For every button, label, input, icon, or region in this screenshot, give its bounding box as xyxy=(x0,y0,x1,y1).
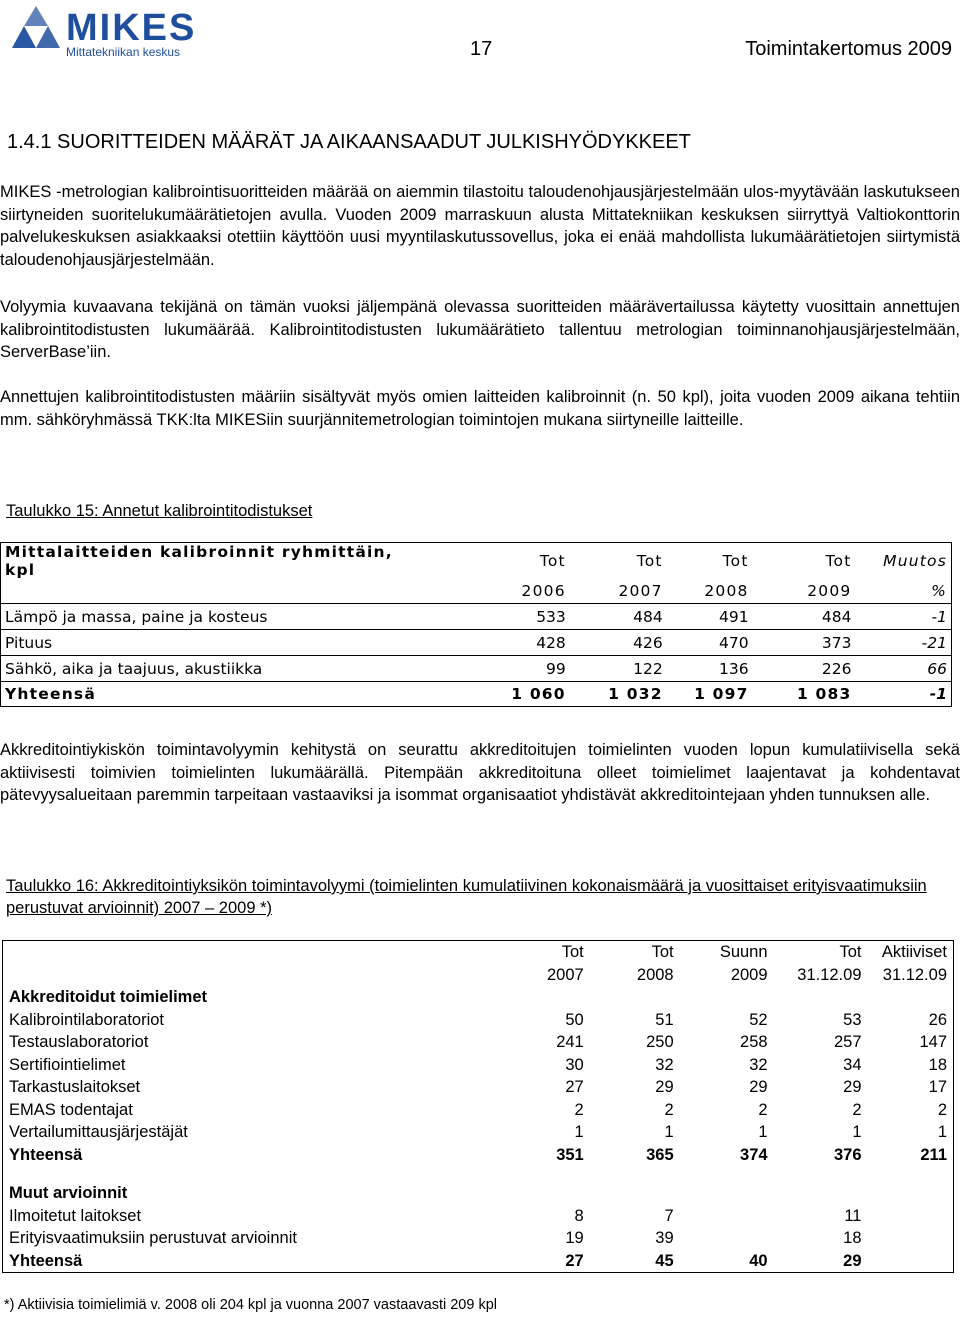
table16-row-label: Sertifiointielimet xyxy=(9,1055,126,1074)
table15-total-row xyxy=(1,682,952,707)
table16-cell: 39 xyxy=(655,1229,674,1247)
table16-cell: 50 xyxy=(565,1010,584,1029)
table16-row-label: EMAS todentajat xyxy=(9,1100,133,1119)
table16-group-title-row xyxy=(3,1182,954,1205)
table15-col-bottom: 2008 xyxy=(667,579,753,604)
table15-col-bottom: % xyxy=(856,579,952,604)
table-row xyxy=(3,1054,954,1077)
table15-cell: 491 xyxy=(667,604,753,630)
table16-cell: 29 xyxy=(843,1078,862,1096)
table15-cell: 226 xyxy=(753,656,856,682)
table16-cell: 2 xyxy=(758,1100,768,1119)
table16-row-label: Tarkastuslaitokset xyxy=(9,1078,141,1096)
table15-cell: 136 xyxy=(667,656,753,682)
table16-cell: 17 xyxy=(928,1078,947,1096)
table15-header-row xyxy=(1,543,952,580)
table15-cell: 122 xyxy=(570,656,667,682)
table15-col-bottom: 2006 xyxy=(420,579,570,604)
table16-total-cell: 29 xyxy=(843,1251,862,1270)
table16-total-cell: 27 xyxy=(565,1251,584,1270)
table16-total-row xyxy=(3,1144,954,1167)
table16-cell: 1 xyxy=(664,1123,674,1141)
table16-cell: 2 xyxy=(664,1100,674,1119)
table16-cell: 53 xyxy=(843,1010,862,1029)
table15-cell: 99 xyxy=(420,656,570,682)
table16-cell: 1 xyxy=(937,1123,947,1141)
table16-total-row xyxy=(3,1250,954,1273)
table15-col-bottom: 2007 xyxy=(570,579,667,604)
table16-cell xyxy=(680,1227,774,1250)
table15-total-label: Yhteensä xyxy=(5,685,97,703)
table16-cell: 2 xyxy=(574,1100,584,1119)
table15-total-cell: 1 097 xyxy=(694,685,749,703)
table15-total-change: -1 xyxy=(929,685,947,703)
table16-cell: 26 xyxy=(928,1010,947,1029)
table16-row-label: Testauslaboratoriot xyxy=(9,1033,149,1051)
table16-cell: 1 xyxy=(758,1123,768,1141)
table16-cell: 257 xyxy=(833,1033,862,1051)
table16-cell: 52 xyxy=(749,1010,768,1029)
table16-total-cell: 211 xyxy=(920,1145,947,1164)
table16-cell: 7 xyxy=(664,1206,674,1225)
table16-cell: 258 xyxy=(740,1033,768,1051)
table16-caption: Taulukko 16: Akkreditointiyksikön toimintavolyymi (toimielinten kumulatiivinen kokonaismäärä ja vuosittaiset erityisvaatimuksiin perustuvat arvioinnit) 2007 – 2009 *) xyxy=(6,877,927,917)
table16-cell xyxy=(680,1205,774,1228)
logo-subtext: Mittatekniikan keskus xyxy=(66,45,181,59)
table-row xyxy=(3,1076,954,1099)
table16-total-cell: 351 xyxy=(556,1145,584,1164)
table16-cell: 241 xyxy=(556,1033,584,1051)
table15-total-cell: 1 060 xyxy=(511,685,566,703)
table15-cell: 484 xyxy=(570,604,667,630)
table-row xyxy=(3,1205,954,1228)
table16-cell: 2 xyxy=(937,1100,947,1119)
table15-cell: 426 xyxy=(570,630,667,656)
table16-cell: 18 xyxy=(843,1229,862,1247)
table15-col-top: Tot xyxy=(539,552,566,570)
table16-col-top: Tot xyxy=(561,943,584,961)
table15-header-label: Mittalaitteiden kalibroinnit ryhmittäin, kpl xyxy=(5,543,393,579)
table15-cell: 484 xyxy=(753,604,856,630)
table16-total-label: Yhteensä xyxy=(9,1251,83,1270)
table16-cell: 27 xyxy=(565,1078,584,1096)
report-title: Toimintakertomus 2009 xyxy=(745,38,952,60)
table15-row-label: Lämpö ja massa, paine ja kosteus xyxy=(1,604,420,630)
table15-header-row-2 xyxy=(1,579,952,604)
table16-col-top: Tot xyxy=(651,943,674,961)
table15-change: -21 xyxy=(856,630,952,656)
table15-total-cell: 1 083 xyxy=(796,685,852,703)
table16-cell: 147 xyxy=(919,1033,947,1051)
paragraph-2: Volyymia kuvaavana tekijänä on tämän vuoksi jäljempänä olevassa suoritteiden määrävertailussa käytetty vuosittain annettujen kalibrointitodistusten lukumäärää. Kalibrointitodistusten lukumäärätieto tallentuu metrologian toiminnanohjausjärjestelmään, ServerBase’iin. xyxy=(0,298,960,361)
table15-change: 66 xyxy=(856,656,952,682)
table16-cell: 51 xyxy=(655,1010,674,1029)
table16-total-cell: 374 xyxy=(740,1145,768,1164)
table16-total-cell: 376 xyxy=(833,1145,862,1164)
table15-total-cell: 1 032 xyxy=(608,685,663,703)
logo-text: MIKES xyxy=(66,7,197,49)
table15-cell: 470 xyxy=(667,630,753,656)
table16-group-title-row xyxy=(3,986,954,1009)
table16-group-title: Muut arvioinnit xyxy=(9,1184,128,1202)
table16-total-label: Yhteensä xyxy=(9,1145,83,1164)
table16-col-top: Aktiiviset xyxy=(881,943,947,961)
table16-group-title: Akkreditoidut toimielimet xyxy=(9,988,208,1006)
table16-header-row-2 xyxy=(3,964,954,987)
table16-col-bottom: 31.12.09 xyxy=(797,965,862,984)
section-title: 1.4.1 SUORITTEIDEN MÄÄRÄT JA AIKAANSAADUT JULKISHYÖDYKKEET xyxy=(7,131,691,153)
table16-row-label: Erityisvaatimuksiin perustuvat arvioinnit xyxy=(9,1229,297,1247)
table15-change: -1 xyxy=(856,604,952,630)
table15-row-label: Sähkö, aika ja taajuus, akustiikka xyxy=(1,656,420,682)
table16-total-cell: 45 xyxy=(655,1251,674,1270)
table16-cell xyxy=(868,1205,954,1228)
paragraph-3: Annettujen kalibrointitodistusten määriin sisältyvät myös omien laitteiden kalibroinnit (n. 50 kpl), joita vuoden 2009 aikana tehtiin mm. sähköryhmässä TKK:lta MIKESiin suurjännitemetrologian toimintojen mukana siirtyneille laitteille. xyxy=(0,388,960,429)
table16-row-label: Vertailumittausjärjestäjät xyxy=(9,1123,188,1141)
table16-col-top: Suunn xyxy=(719,943,768,961)
table-row xyxy=(3,1009,954,1032)
table16-cell: 30 xyxy=(565,1055,584,1074)
paragraph-4: Akkreditointiykiskön toimintavolyymin kehitystä on seurattu akkreditoitujen toimielinten vuoden lopun kumulatiivisella sekä aktiivisesti toimivien toimielinten lukumäärällä. Pitempään akkreditoituna olleet toimielimet laajentavat ja kohdentavat pätevyysalueitaan paremmin tarpeitaan vastaaviksi ja isommat organisaatiot yhdistävät akkreditointejaan yhden tunnuksen alle. xyxy=(0,741,960,804)
table16-cell: 8 xyxy=(574,1206,584,1225)
table15-col-top: Tot xyxy=(636,552,663,570)
table15-col-top: Tot xyxy=(825,552,852,570)
table16-total-cell xyxy=(868,1250,954,1273)
table16-cell: 19 xyxy=(565,1229,584,1247)
table16-cell: 32 xyxy=(655,1055,674,1074)
table15-col-top: Tot xyxy=(722,552,749,570)
table-row xyxy=(1,656,952,682)
table-row xyxy=(3,1121,954,1144)
table16-row-label: Ilmoitetut laitokset xyxy=(9,1206,142,1225)
table16-cell: 250 xyxy=(646,1033,674,1051)
table16-cell: 32 xyxy=(749,1055,768,1074)
table16-row-label: Kalibrointilaboratoriot xyxy=(9,1010,165,1029)
table16-cell: 2 xyxy=(852,1100,862,1119)
table16-col-bottom: 31.12.09 xyxy=(882,965,947,984)
page-number: 17 xyxy=(470,38,493,60)
table16-total-cell: 365 xyxy=(646,1145,674,1164)
paragraph-1: MIKES -metrologian kalibrointisuoritteiden määrää on aiemmin tilastoitu taloudenohjausjärjestelmään ulos-myytävään laskutukseen siirtyneiden suoritelukumäärätietojen avulla. Vuoden 2009 marraskuun alusta Mittatekniikan keskuksen siirryttyä Valtiokonttorin palvelukeskuksen asiakkaaksi otettiin käyttöön uusi myyntilaskutussovellus, joka ei enää mahdollista lukumäärätietojen siirtymistä taloudenohjausjärjestelmään. xyxy=(0,183,960,269)
table16-cell: 11 xyxy=(844,1206,862,1225)
table15-col-bottom: 2009 xyxy=(753,579,856,604)
table16-cell: 34 xyxy=(843,1055,862,1074)
table-row xyxy=(3,1227,954,1250)
table16-spacer-row xyxy=(3,1166,954,1182)
table15-caption: Taulukko 15: Annetut kalibrointitodistukset xyxy=(6,502,313,520)
footnote: *) Aktiivisia toimielimiä v. 2008 oli 204 kpl ja vuonna 2007 vastaavasti 209 kpl xyxy=(4,1297,497,1313)
table15-cell: 533 xyxy=(420,604,570,630)
table-row xyxy=(3,1099,954,1122)
table16-cell: 18 xyxy=(928,1055,947,1074)
table16-col-bottom: 2008 xyxy=(636,965,674,984)
table16-cell: 29 xyxy=(749,1078,768,1096)
table16-header-row xyxy=(3,941,954,964)
table16-total-cell: 40 xyxy=(749,1251,768,1270)
table-row xyxy=(3,1031,954,1054)
table16-cell: 1 xyxy=(574,1123,584,1141)
table15-cell: 428 xyxy=(420,630,570,656)
table16-cell: 1 xyxy=(852,1123,862,1141)
table16 xyxy=(2,940,954,1273)
table15-row-label: Pituus xyxy=(1,630,420,656)
table16-cell xyxy=(868,1227,954,1250)
table16-col-bottom: 2009 xyxy=(730,965,768,984)
mikes-logo xyxy=(8,4,218,60)
table15-col-top: Muutos xyxy=(883,552,947,570)
table15 xyxy=(0,542,952,707)
table15-cell: 373 xyxy=(753,630,856,656)
table16-col-bottom: 2007 xyxy=(547,965,584,984)
table16-cell: 29 xyxy=(655,1078,674,1096)
table-row xyxy=(1,630,952,656)
table16-col-top: Tot xyxy=(839,943,862,961)
table-row xyxy=(1,604,952,630)
